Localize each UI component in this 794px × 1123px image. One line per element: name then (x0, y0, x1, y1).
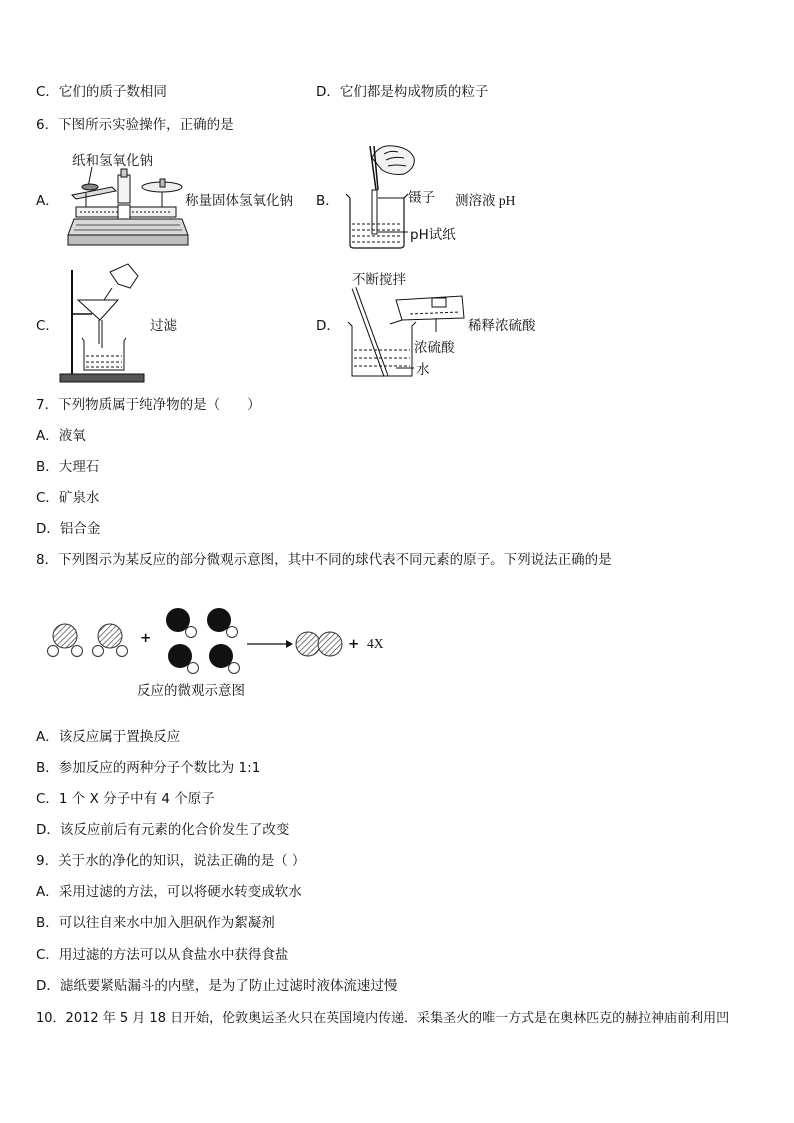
q8-stem: 8．下列图示为某反应的部分微观示意图，其中不同的球代表不同元素的原子。下列说法正确的是 (36, 552, 612, 568)
q7-option-c: C．矿泉水 (36, 490, 100, 506)
q7-option-b: B．大理石 (36, 459, 100, 475)
q9-stem: 9．关于水的净化的知识，说法正确的是（ ） (36, 853, 306, 869)
q7-option-a: A．液氧 (36, 428, 86, 444)
q5-option-d: D．它们都是构成物质的粒子 (316, 84, 489, 100)
q8-plus-sign-2: + (348, 636, 360, 652)
q6d-label-acid: 浓硫酸 (414, 340, 455, 356)
q6a-caption: 称量固体氢氧化钠 (185, 193, 293, 209)
q8-option-b: B．参加反应的两种分子个数比为 1:1 (36, 760, 261, 776)
reaction-diagram (0, 600, 794, 670)
q7-stem: 7．下列物质属于纯净物的是（ ） (36, 397, 261, 413)
q8-product-4x: 4X (367, 636, 384, 651)
filtration-illustration (58, 262, 148, 386)
q6-option-d-letter: D． (316, 318, 340, 334)
q6-option-b-letter: B． (316, 193, 339, 209)
q6a-label-paper-naoh: 纸和氢氧化钠 (72, 153, 153, 169)
q6b-label-tweezers: 镊子 (408, 190, 435, 206)
q8-option-c: C．1 个 X 分子中有 4 个原子 (36, 791, 215, 807)
q9-option-a: A．采用过滤的方法，可以将硬水转变成软水 (36, 884, 302, 900)
q8-option-a: A．该反应属于置换反应 (36, 729, 181, 745)
q7-option-d: D．铝合金 (36, 521, 101, 537)
q6b-label-ph-paper: pH试纸 (410, 227, 456, 243)
q8-option-d: D．该反应前后有元素的化合价发生了改变 (36, 822, 290, 838)
q9-option-d: D．滤纸要紧贴漏斗的内壁，是为了防止过滤时液体流速过慢 (36, 978, 398, 994)
q5-option-c: C．它们的质子数相同 (36, 84, 167, 100)
q6-option-c-letter: C． (36, 318, 59, 334)
q9-option-b: B．可以往自来水中加入胆矾作为絮凝剂 (36, 915, 275, 931)
balance-illustration (66, 165, 191, 250)
dilution-illustration (340, 284, 470, 384)
q8-diagram-caption: 反应的微观示意图 (137, 683, 245, 699)
q8-plus-sign: + (140, 630, 152, 646)
q10-stem: 10．2012 年 5 月 18 日开始，伦敦奥运圣火只在英国境内传递．采集圣火的唯一方式是在奥林匹克的赫拉神庙前利用凹 (36, 1011, 730, 1026)
q6-stem: 6．下图所示实验操作，正确的是 (36, 117, 234, 133)
q9-option-c: C．用过滤的方法可以从食盐水中获得食盐 (36, 947, 289, 963)
q6c-caption: 过滤 (150, 318, 177, 334)
q6d-label-stir: 不断搅拌 (352, 272, 406, 288)
q6-option-a-letter: A． (36, 193, 59, 209)
q6b-caption: 测溶液 pH (455, 193, 516, 208)
ph-test-illustration (338, 140, 418, 250)
q6d-label-water: 水 (416, 362, 430, 378)
q6d-caption: 稀释浓硫酸 (468, 318, 536, 334)
